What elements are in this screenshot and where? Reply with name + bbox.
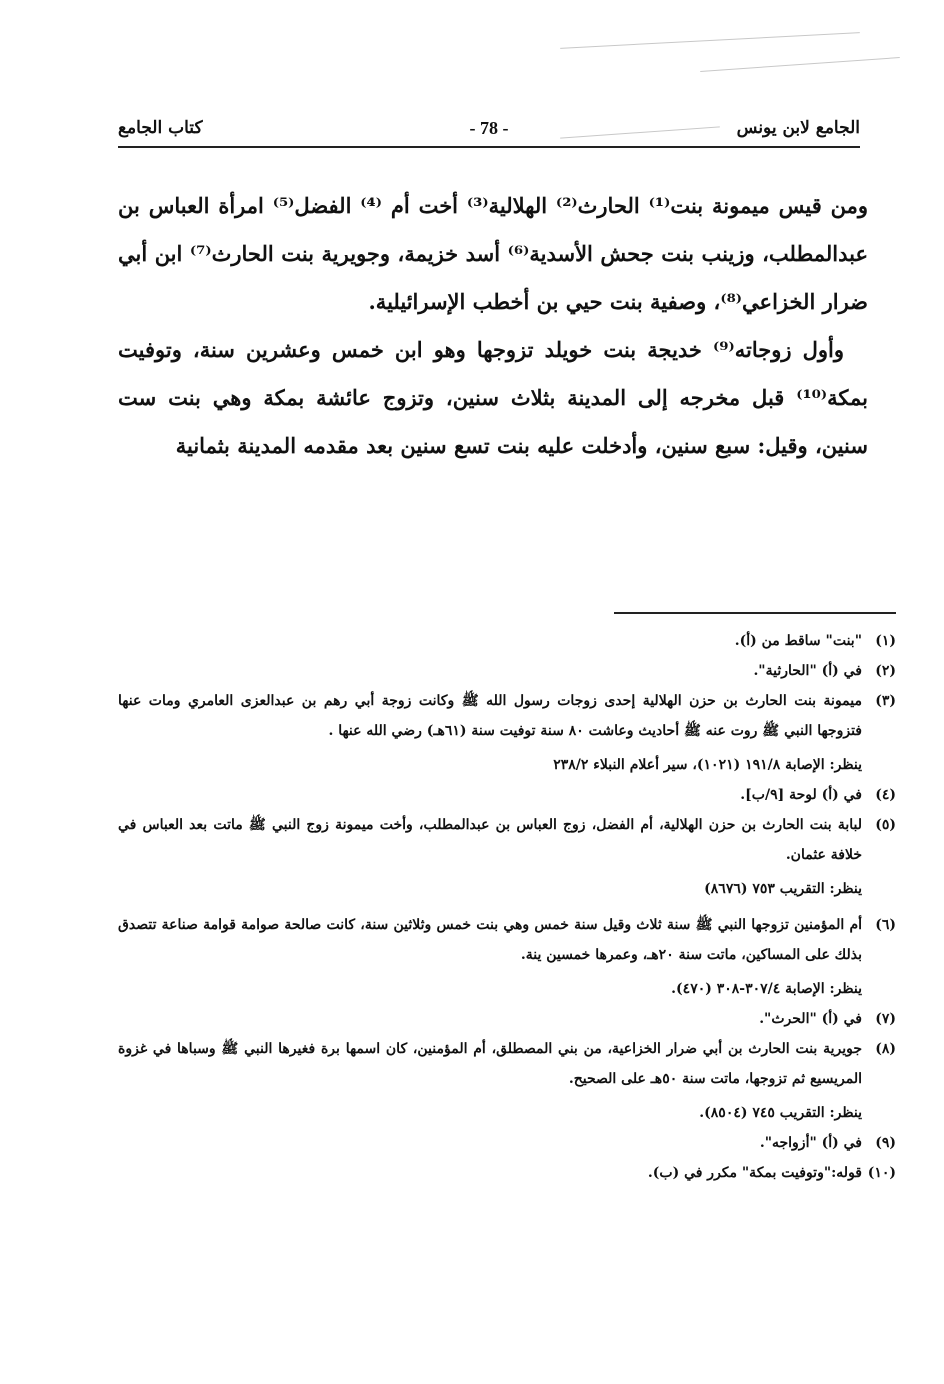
footnote-text: أم المؤمنين تزوجها النبي ﷺ سنة ثلاث وقيل سنة خمس وهي بنت خمس وثلاثين سنة، كانت صالحة صوامة قوامة صناعة تتصدق بذلك على المساكين، ماتت سنة ٢٠هـ، وعمرها خمسين ينة. [118, 917, 862, 963]
main-text [118, 182, 868, 470]
footnote-5 [118, 810, 896, 904]
footnote-number: (٤) [875, 787, 896, 803]
header-divider [118, 146, 860, 148]
footnote-1 [118, 626, 896, 656]
footnote-number: (١٠) [867, 1165, 896, 1181]
footnote-text: في (أ) "الحارثية". [753, 663, 862, 679]
footnote-text: في (أ) "الحرث". [759, 1011, 862, 1027]
footnote-2 [118, 656, 896, 686]
footnote-9 [118, 1128, 896, 1158]
footnote-reference: ينظر: التقريب ٧٤٥ (٨٥٠٤). [699, 1105, 862, 1121]
footnote-number: (٣) [875, 693, 896, 709]
footnote-text: "بنت" ساقط من (أ). [734, 633, 862, 649]
footnote-text: في (أ) "أزواجه". [759, 1135, 862, 1151]
footnote-7 [118, 1004, 896, 1034]
section-title: كتاب الجامع [118, 118, 203, 138]
footnote-number: (٢) [875, 663, 896, 679]
paragraph: وأول زوجاته⁽⁹⁾ خديجة بنت خويلد تزوجها وهو ابن خمس وعشرين سنة، وتوفيت بمكة⁽¹⁰⁾ قبل مخرجه إلى المدينة بثلاث سنين، وتزوج عائشة بمكة وهي بنت ست سنين، وقيل: سبع سنين، وأدخلت عليه بنت تسع سنين بعد مقدمه المدينة بثمانية [118, 337, 868, 458]
footnote-number: (١) [875, 633, 896, 649]
footnote-text: ميمونة بنت الحارث بن حزن الهلالية إحدى زوجات رسول الله ﷺ وكانت زوجة أبي رهم بن عبدالعزى العامري ومات عنها فتزوجها النبي ﷺ روت عنه ﷺ أحاديث وعاشت ٨٠ سنة توفيت سنة (٦١هـ) رضي الله عنها . [118, 693, 862, 739]
footnote-number: (٦) [875, 917, 896, 933]
book-title: الجامع لابن يونس [736, 118, 860, 138]
page-header [118, 118, 860, 146]
footnote-3 [118, 686, 896, 780]
footnote-text: لبابة بنت الحارث بن حزن الهلالية، أم الفضل، زوج العباس بن عبدالمطلب، وأخت ميمونة زوج النبي ﷺ ماتت بعد العباس في خلافة عثمان. [118, 817, 862, 863]
footnote-text: في (أ) لوحة [٩/ب]. [740, 787, 862, 803]
footnote-number: (٩) [875, 1135, 896, 1151]
footnote-reference: ينظر: الإصابة ٣٠٧/٤-٣٠٨ (٤٧٠). [671, 981, 862, 997]
footnote-reference: ينظر: الإصابة ١٩١/٨ (١٠٢١)، سير أعلام النبلاء ٢٣٨/٢ [553, 757, 862, 773]
footnote-4 [118, 780, 896, 810]
page-number: - 78 - [469, 118, 509, 138]
scan-artifact [560, 32, 860, 49]
footnote-6 [118, 910, 896, 1004]
footnote-text: جويرية بنت الحارث بن أبي ضرار الخزاعية، من بني المصطلق، أم المؤمنين، كان اسمها برة فغيرها النبي ﷺ وسباها في غزوة المريسيع ثم تزوجها، ماتت سنة ٥٠هـ على الصحيح. [118, 1041, 862, 1087]
footnotes [118, 626, 896, 1188]
footnote-text: قوله:"وتوفيت بمكة" مكرر في (ب). [647, 1165, 862, 1181]
footnote-8 [118, 1034, 896, 1128]
footnote-divider [614, 612, 896, 614]
footnote-10 [118, 1158, 896, 1188]
scan-artifact [700, 57, 900, 72]
paragraph: ومن قيس ميمونة بنت⁽¹⁾ الحارث⁽²⁾ الهلالية⁽³⁾ أخت أم ⁽⁴⁾ الفضل⁽⁵⁾ امرأة العباس بن عبدالمطلب، وزينب بنت جحش الأسدية⁽⁶⁾ أسد خزيمة، وجويرية بنت الحارث⁽⁷⁾ ابن أبي ضرار الخزاعي⁽⁸⁾، وصفية بنت حيي بن أخطب الإسرائيلية. [118, 193, 868, 314]
footnote-number: (٨) [875, 1041, 896, 1057]
footnote-number: (٥) [875, 817, 896, 833]
footnote-reference: ينظر: التقريب ٧٥٣ (٨٦٧٦) [704, 881, 862, 897]
footnote-number: (٧) [875, 1011, 896, 1027]
